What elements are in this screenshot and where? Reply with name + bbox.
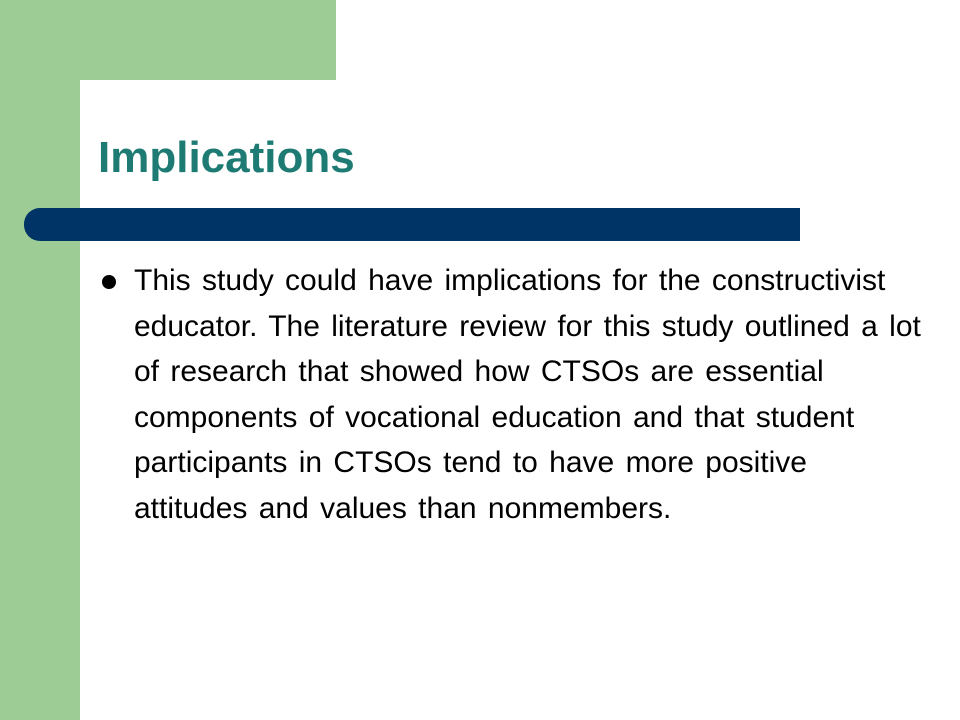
title-underline-bar [24,208,800,241]
green-top-block [0,0,336,80]
bullet-text: This study could have implications for the constructivist educator. The literature review for this study outlined a lot of research that showed how CTSOs are essential components of vocational education and that student participants in CTSOs tend to have more positive attitudes and values than nonmembers. [134,264,921,525]
bullet-dot-icon [102,275,116,289]
green-side-band [0,0,80,720]
slide-title: Implications [98,133,355,182]
bullet-list [100,258,930,531]
bullet-item [100,258,930,531]
